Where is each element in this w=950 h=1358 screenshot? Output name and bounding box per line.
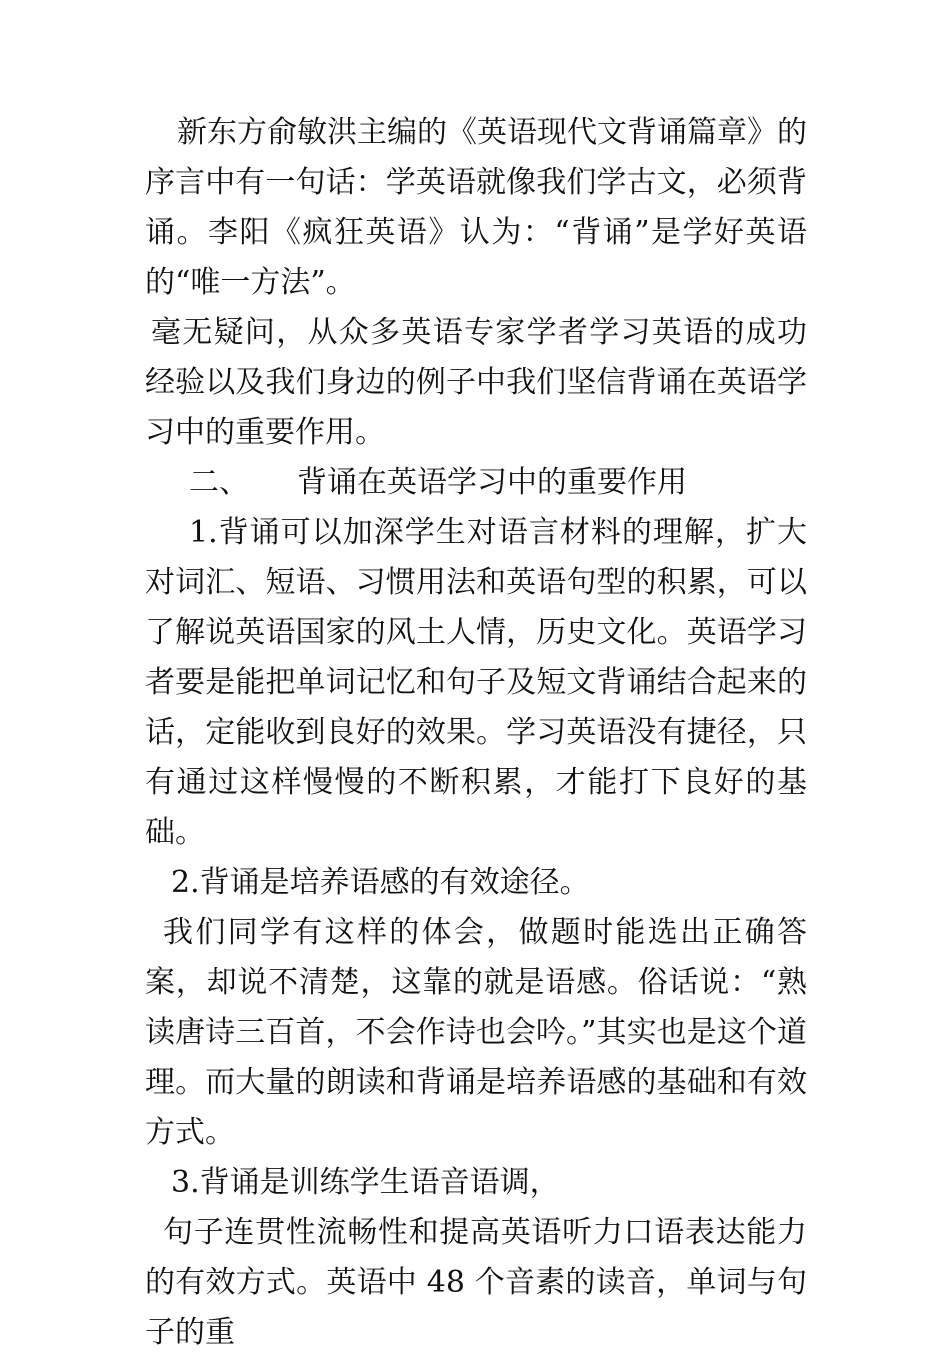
section-heading-title: 背诵在英语学习中的重要作用 xyxy=(297,465,687,500)
paragraph-point-2-title: 2.背诵是培养语感的有效途径。 xyxy=(171,865,590,900)
section-heading xyxy=(145,458,807,508)
paragraph-point-3-title: 3.背诵是训练学生语音语调， xyxy=(171,1165,560,1200)
paragraph-point-1: 1.背诵可以加深学生对语言材料的理解，扩大对词汇、短语、习惯用法和英语句型的积累，可以了解说英语国家的风土人情，历史文化。英语学习者要是能把单词记忆和句子及短文背诵结合起来的话，定能收到良好的效果。学习英语没有捷径，只有通过这样慢慢的不断积累，才能打下良好的基础。 xyxy=(145,515,807,850)
paragraph-point-3-body: 句子连贯性流畅性和提高英语听力口语表达能力的有效方式。英语中 48 个音素的读音，单词与句子的重 xyxy=(145,1215,807,1350)
section-heading-number: 二、 xyxy=(189,465,249,500)
paragraph-conclusion: 毫无疑问，从众多英语专家学者学习英语的成功经验以及我们身边的例子中我们坚信背诵在英语学习中的重要作用。 xyxy=(145,315,807,450)
document-body xyxy=(145,108,807,1358)
paragraph-intro-quote: 新东方俞敏洪主编的《英语现代文背诵篇章》的序言中有一句话：学英语就像我们学古文，必须背诵。李阳《疯狂英语》认为：“背诵”是学好英语的“唯一方法”。 xyxy=(145,115,807,300)
paragraph-point-2-body: 我们同学有这样的体会，做题时能选出正确答案，却说不清楚，这靠的就是语感。俗话说：“熟读唐诗三百首，不会作诗也会吟。”其实也是这个道理。而大量的朗读和背诵是培养语感的基础和有效方式。 xyxy=(145,915,807,1150)
